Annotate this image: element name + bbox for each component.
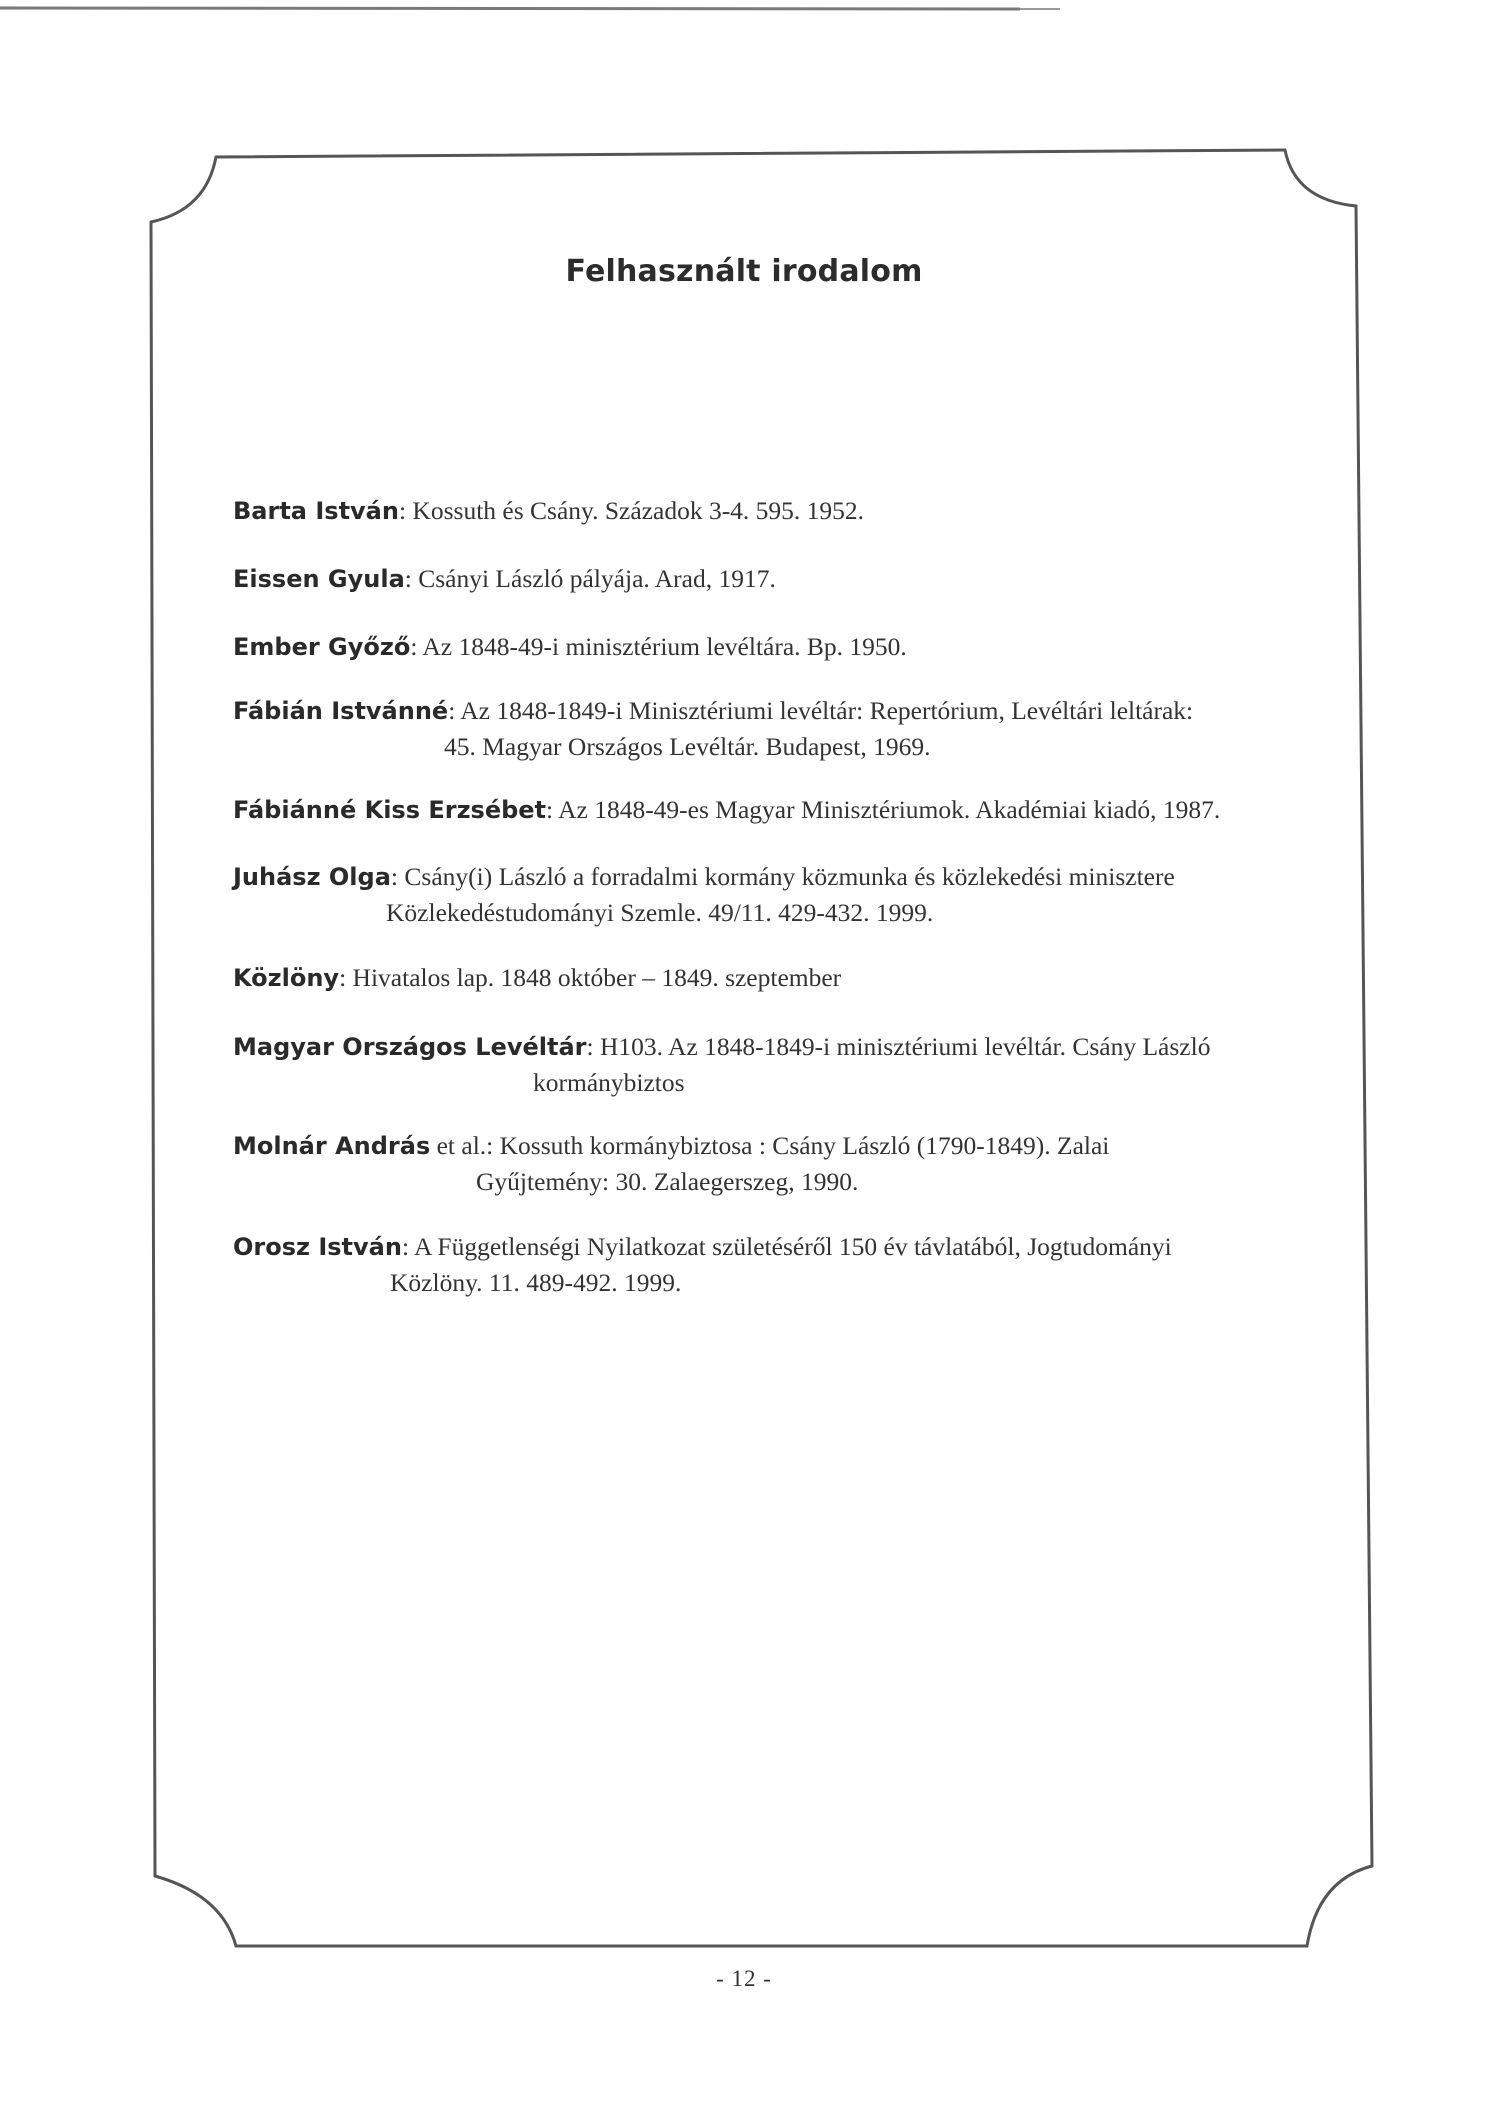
reference-text: : H103. Az 1848-1849-i minisztériumi levéltár. Csány László bbox=[586, 1032, 1211, 1061]
reference-text: : A Függetlenségi Nyilatkozat születéséről 150 év távlatából, Jogtudományi bbox=[401, 1232, 1172, 1261]
reference-continuation: Gyűjtemény: 30. Zalaegerszeg, 1990. bbox=[476, 1167, 859, 1196]
reference-author: Juhász Olga bbox=[233, 863, 391, 891]
reference-entry bbox=[233, 1029, 1303, 1101]
reference-text: : Az 1848-1849-i Minisztériumi levéltár: Repertórium, Levéltári leltárak: bbox=[448, 696, 1194, 725]
reference-continuation: kormánybiztos bbox=[533, 1068, 685, 1097]
reference-author: Magyar Országos Levéltár bbox=[233, 1033, 587, 1061]
reference-entry bbox=[233, 629, 1303, 665]
reference-text: et al.: Kossuth kormánybiztosa : Csány László (1790-1849). Zalai bbox=[430, 1131, 1110, 1160]
reference-text: : Csány(i) László a forradalmi kormány közmunka és közlekedési minisztere bbox=[390, 862, 1175, 891]
reference-text: : Hivatalos lap. 1848 október – 1849. szeptember bbox=[339, 963, 842, 992]
reference-line bbox=[233, 1029, 1303, 1065]
reference-line bbox=[233, 629, 1303, 665]
reference-text: : Kossuth és Csány. Századok 3-4. 595. 1952. bbox=[398, 496, 865, 525]
reference-author: Fábiánné Kiss Erzsébet bbox=[233, 796, 547, 824]
reference-line bbox=[233, 859, 1303, 895]
reference-entry bbox=[233, 960, 1303, 996]
reference-entry bbox=[233, 561, 1303, 597]
reference-line bbox=[233, 493, 1303, 529]
reference-entry bbox=[233, 693, 1303, 765]
reference-text: : Az 1848-49-i minisztérium levéltára. Bp. 1950. bbox=[410, 632, 907, 661]
reference-entry bbox=[233, 1229, 1303, 1301]
reference-author: Ember Győző bbox=[233, 633, 411, 661]
reference-continuation: 45. Magyar Országos Levéltár. Budapest, 1969. bbox=[444, 732, 931, 761]
reference-author: Molnár András bbox=[233, 1132, 431, 1160]
reference-line bbox=[233, 693, 1303, 729]
page-number: - 12 - bbox=[716, 1966, 772, 1991]
reference-line bbox=[233, 792, 1303, 828]
reference-text: : Az 1848-49-es Magyar Minisztériumok. Akadémiai kiadó, 1987. bbox=[546, 795, 1221, 824]
reference-entry bbox=[233, 859, 1303, 931]
reference-continuation: Közlöny. 11. 489-492. 1999. bbox=[390, 1268, 682, 1297]
reference-entry bbox=[233, 792, 1303, 828]
page-title: Felhasznált irodalom bbox=[565, 254, 923, 289]
reference-author: Orosz István bbox=[233, 1233, 402, 1261]
reference-line bbox=[233, 561, 1303, 597]
reference-text: : Csányi László pályája. Arad, 1917. bbox=[404, 564, 776, 593]
reference-entry bbox=[233, 1128, 1303, 1200]
reference-line bbox=[233, 1229, 1303, 1265]
reference-author: Barta István bbox=[233, 497, 399, 525]
reference-line bbox=[233, 960, 1303, 996]
reference-line bbox=[233, 1128, 1303, 1164]
reference-entry bbox=[233, 493, 1303, 529]
reference-author: Közlöny bbox=[233, 964, 340, 992]
reference-author: Fábián Istvánné bbox=[233, 697, 449, 725]
reference-continuation: Közlekedéstudományi Szemle. 49/11. 429-432. 1999. bbox=[386, 898, 934, 927]
reference-author: Eissen Gyula bbox=[233, 565, 405, 593]
